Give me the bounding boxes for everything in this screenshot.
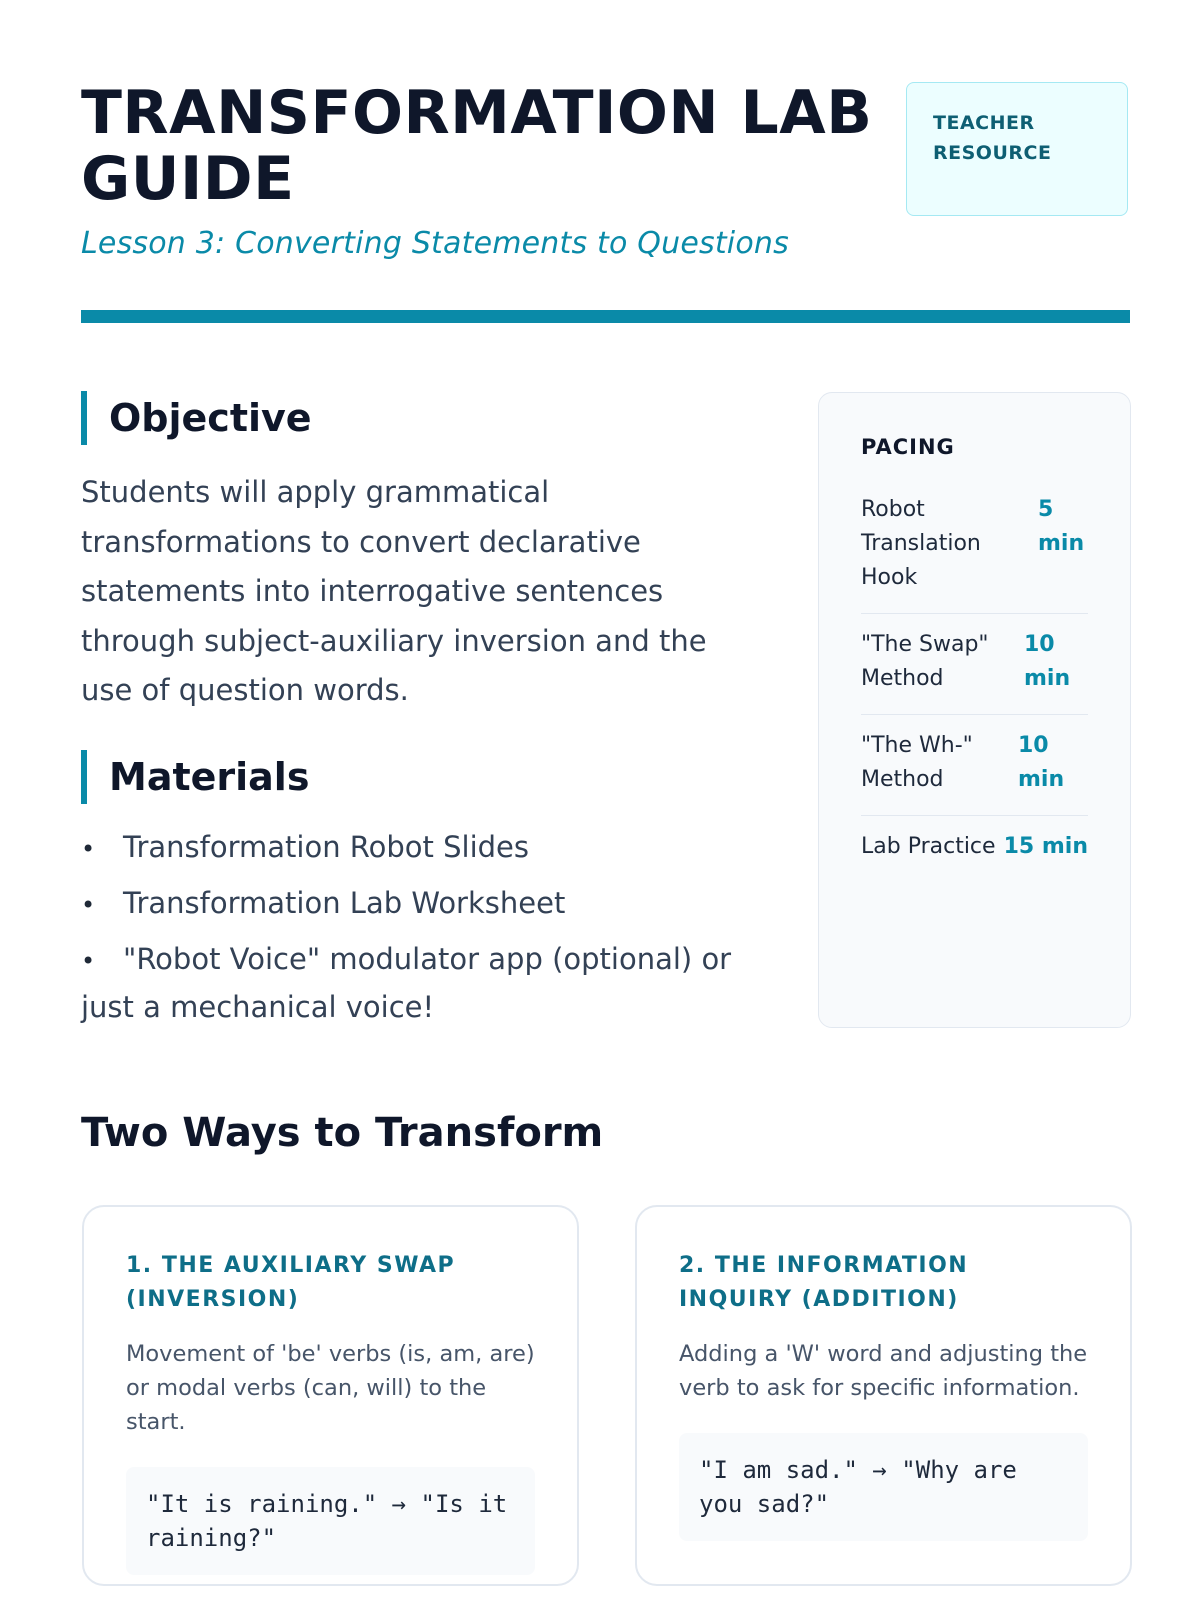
pacing-time: 10 min — [1024, 632, 1071, 691]
pacing-row — [861, 816, 1088, 882]
inquiry-card — [635, 1205, 1132, 1586]
inversion-card — [82, 1205, 579, 1586]
objective-text: Students will apply grammatical transformations to convert declarative statements into interrogative sentences through subject-auxiliary inversion and the use of question words. — [81, 475, 707, 707]
pacing-time: 5 min — [1038, 497, 1085, 556]
badge-line-1: TEACHER — [933, 112, 1035, 134]
bullet-icon: • — [81, 835, 96, 863]
pacing-title: PACING — [861, 435, 955, 459]
card-title: 1. THE AUXILIARY SWAP (INVERSION) — [126, 1253, 456, 1312]
bullet-icon: • — [81, 891, 96, 919]
pacing-row — [861, 479, 1088, 614]
pacing-time: 10 min — [1018, 733, 1065, 792]
card-description: Movement of 'be' verbs (is, am, are) or modal verbs (can, will) to the start. — [126, 1341, 535, 1435]
badge-line-2: RESOURCE — [933, 142, 1052, 164]
material-label: Transformation Lab Worksheet — [123, 886, 566, 920]
teacher-resource-badge — [906, 82, 1128, 216]
pacing-activity: "The Wh-" Method — [861, 733, 973, 792]
two-ways-heading: Two Ways to Transform — [81, 1110, 604, 1156]
material-label: Transformation Robot Slides — [123, 830, 529, 864]
pacing-row — [861, 614, 1088, 715]
materials-heading: Materials — [81, 750, 309, 804]
material-label: "Robot Voice" modulator app (optional) or just a mechanical voice! — [81, 942, 732, 1024]
card-description: Adding a 'W' word and adjusting the verb to ask for specific information. — [679, 1341, 1088, 1401]
pacing-card — [818, 392, 1131, 1028]
header-divider — [81, 310, 1130, 323]
pacing-time: 15 min — [1003, 834, 1088, 859]
pacing-activity: "The Swap" Method — [861, 632, 989, 691]
card-example: "I am sad." → "Why are you sad?" — [679, 1433, 1088, 1541]
list-item — [81, 824, 761, 872]
bullet-icon: • — [81, 947, 96, 975]
list-item — [81, 880, 761, 928]
page-title: TRANSFORMATION LAB GUIDE — [81, 78, 873, 214]
pacing-activity: Robot Translation Hook — [861, 497, 981, 590]
pacing-row — [861, 715, 1088, 816]
pacing-activity: Lab Practice — [861, 834, 996, 859]
card-title: 2. THE INFORMATION INQUIRY (ADDITION) — [679, 1253, 969, 1312]
list-item — [81, 936, 761, 1030]
card-example: "It is raining." → "Is it raining?" — [126, 1467, 535, 1575]
objective-heading: Objective — [81, 391, 312, 445]
materials-list — [81, 824, 761, 1038]
lesson-subtitle: Lesson 3: Converting Statements to Questions — [81, 226, 789, 261]
